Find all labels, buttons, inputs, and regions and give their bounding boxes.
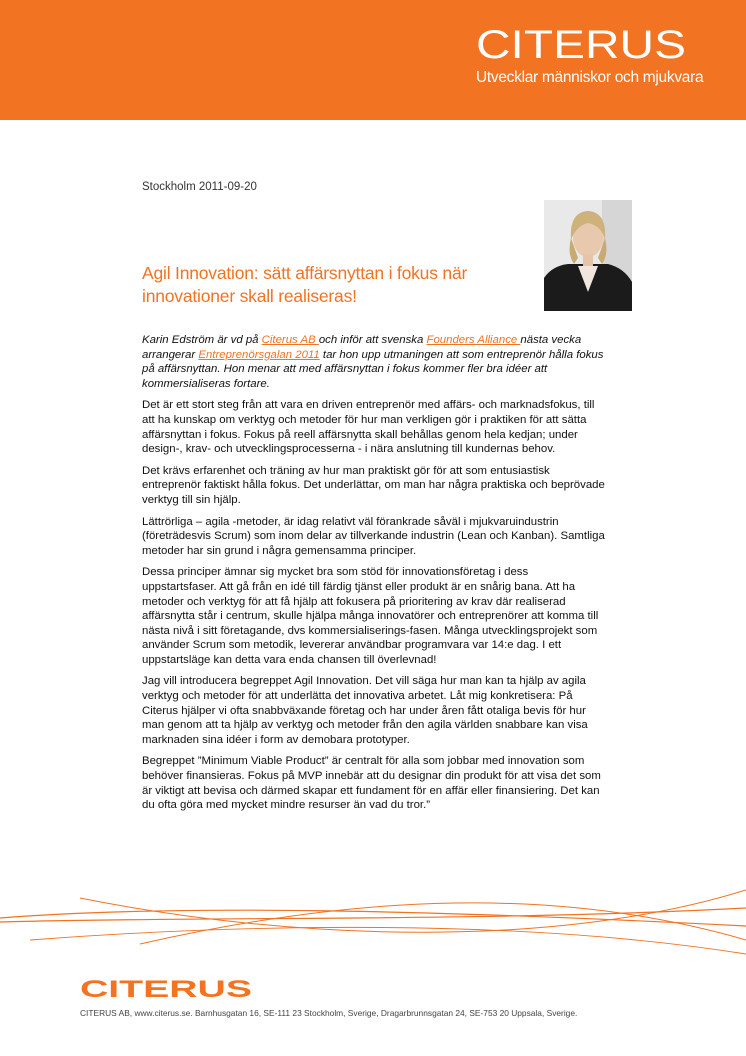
paragraph: Dessa principer ämnar sig mycket bra som stöd för innovationsföretag i dess uppstartsfaser. Att gå från en idé till färdig tjänst eller produkt är en snårig bana. Att ha metoder och verktyg för att få hjälp att fokusera på prioritering av krav där realiserad affärsnytta står i centrum, skulle hjälpa många innovatörer och entreprenörer att komma till nästa nivå i sitt företagande, dvs kommersialiserings-fasen. Många utvecklingsprojekt som använder Scrum som metodik, levererar användbar programvara var 14:e dag. I ett uppstartsläge kan detta vara enda chansen till överlevnad!	[142, 566, 599, 666]
article-body	[142, 333, 606, 820]
intro-text: och inför att svenska	[318, 334, 427, 346]
portrait-photo	[544, 200, 632, 311]
footer-logo-text: CITERUS	[80, 977, 252, 999]
footer-address: CITERUS AB, www.citerus.se. Barnhusgatan 16, SE-111 23 Stockholm, Sverige, Dragarbrunnsgatan 24, SE-753 20 Uppsala, Sverige.	[80, 1008, 578, 1018]
header-tagline: Utvecklar människor och mjukvara	[476, 69, 704, 86]
intro-text: nästa vecka arrangerar	[142, 334, 582, 361]
paragraph: Jag vill introducera begreppet Agil Innovation. Det vill säga hur man kan ta hjälp av agila verktyg och metoder för att underlätta det innovativa arbetet. Låt mig konkretisera: På Citerus hjälper vi ofta snabbväxande företag och har under åren fått otaliga bevis för hur man genom att ta hjälp av verktyg och metoder från den agila världen snabbare kan visa marknaden sina idéer i form av demobara prototyper.	[142, 675, 588, 746]
paragraph: Det är ett stort steg från att vara en driven entreprenör med affärs- och marknadsfokus, till att ha kunskap om verktyg och metoder för hur man verkligen gör i praktiken för att sätta affärsnyttan i fokus. Fokus på reell affärsnytta skall behållas genom hela kedjan; under design-, krav- och utvecklingsprocesserna - i nära anslutning till kundernas behov.	[142, 399, 595, 456]
paragraph: Lättrörliga – agila -metoder, är idag relativt väl förankrade såväl i mjukvaruindustrin (företrädesvis Scrum) som inom delar av tillverkande industrin (Lean och Kanban). Samtliga metoder har sin grund i några gemensamma principer.	[142, 515, 605, 557]
page-header	[0, 0, 746, 120]
article-intro	[142, 333, 606, 391]
header-logo-text: CITERUS	[476, 26, 686, 64]
dateline: Stockholm 2011-09-20	[142, 181, 257, 193]
paragraph: Det krävs erfarenhet och träning av hur man praktiskt gör för att som entusiastisk entreprenör faktiskt hålla fokus. Det underlättar, om man har några praktiska och beprövade verktyg till sin hjälp.	[142, 464, 605, 506]
link-citerus-ab[interactable]: Citerus AB	[261, 334, 319, 346]
citerus-logo-footer	[80, 977, 252, 999]
intro-text: Karin Edström är vd på	[142, 334, 262, 346]
link-founders-alliance[interactable]: Founders Alliance	[426, 334, 521, 346]
article-headline: Agil Innovation: sätt affärsnyttan i fokus när innovationer skall realiseras!	[142, 263, 468, 306]
paragraph: Begreppet ”Minimum Viable Product” är centralt för alla som jobbar med innovation som behöver finansieras. Fokus på MVP innebär att du designar din produkt för att visa det som är viktigt att bevisa och därmed skapar ett fundament för en affär eller finansiering. Det kan du ofta göra med mycket mindre resurser än vad du tror.”	[142, 755, 601, 812]
intro-text: tar hon upp utmaningen att som entreprenör hålla fokus på affärsnyttan. Hon menar att med affärsnyttan i fokus kommer fler bra idéer att kommersialiseras fortare.	[142, 348, 604, 390]
decorative-swoosh	[0, 882, 746, 962]
citerus-logo-header	[476, 26, 686, 64]
link-entreprenorsgalan[interactable]: Entreprenörsgalan 2011	[198, 348, 320, 361]
